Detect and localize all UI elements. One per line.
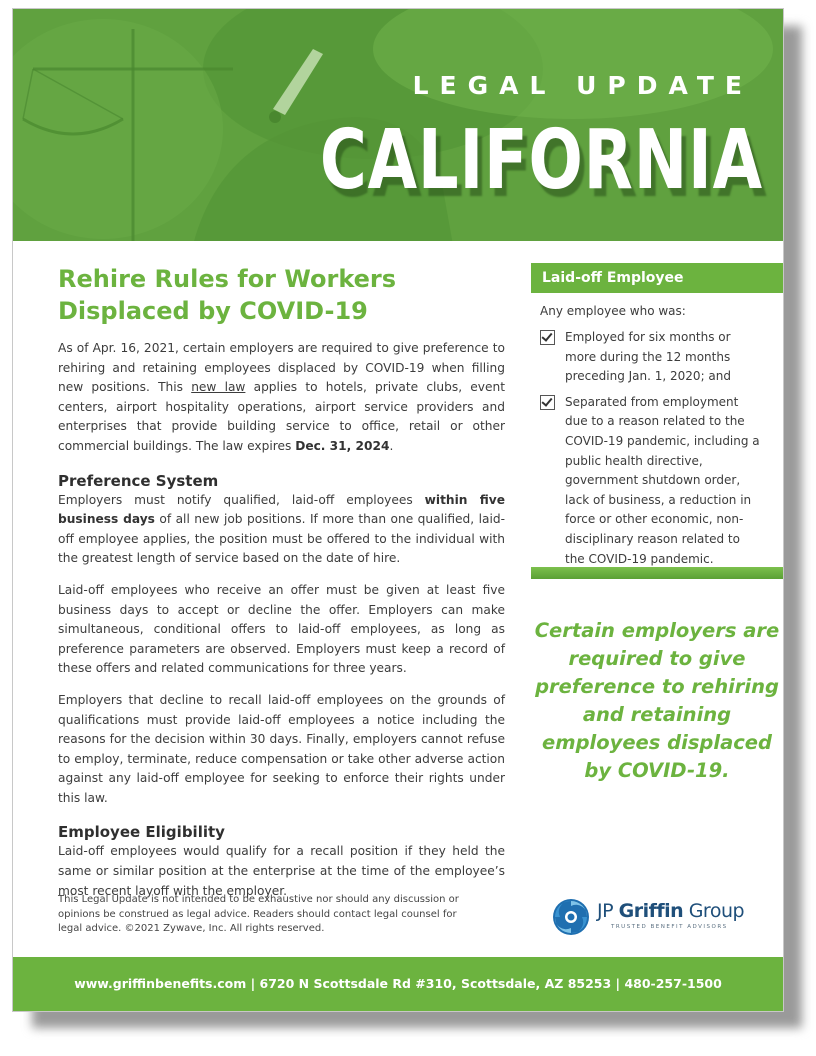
- article-title: Rehire Rules for Workers Displaced by COVID-19: [58, 265, 397, 325]
- logo-wordmark: JP Griffin Group: [597, 900, 745, 922]
- sidebar-list-item: [540, 328, 783, 387]
- header-divider: [13, 241, 783, 245]
- intro-paragraph: As of Apr. 16, 2021, certain employers are required to give preference to rehiring and retaining employees displaced by COVID-19 when filling new positions. This new law applies to hotels, private clubs, event centers, airport hospitality operations, airport service providers and enterprises that provide building service to office, retail or other commercial buildings. The law expires Dec. 31, 2024.: [58, 341, 506, 453]
- checkbox-icon: [540, 330, 555, 345]
- sidebar-heading: Laid-off Employee: [531, 263, 783, 293]
- header-state-title: CALIFORNIA: [320, 113, 763, 208]
- section-heading-preference: Preference System: [58, 471, 219, 490]
- eligibility-paragraph: Laid-off employees would qualify for a recall position if they held the same or similar position at the enterprise at the time of the employee’s most recent layoff with the employer.: [58, 844, 505, 898]
- swirl-logo-icon: [551, 897, 591, 937]
- sidebar-list-item: [540, 393, 783, 569]
- section-heading-eligibility: Employee Eligibility: [58, 823, 225, 842]
- preference-paragraph-2: Laid-off employees who receive an offer must be given at least five business days to accept or decline the offer. Employers can make simultaneous, conditional offers to laid-off employees, as long as preference parameters are observed. Employers must keep a record of these offers and related communications for three years.: [58, 582, 505, 676]
- main-column: [58, 263, 505, 913]
- preference-paragraph-3: Employers that decline to recall laid-off employees on the grounds of qualifications must provide laid-off employees a notice including the reasons for the decision within 30 days. Finally, employers cannot refuse to employ, terminate, reduce compensation or take other adverse action against any laid-off employee for seeking to enforce their rights under this law.: [58, 692, 505, 805]
- sidebar-item-text: Separated from employment due to a reason related to the COVID-19 pandemic, including a public health directive, government shutdown order, lack of business, a reduction in force or other economic, non-disciplinary reason related to the COVID-19 pandemic.: [565, 394, 760, 566]
- header-kicker: LEGAL UPDATE: [412, 71, 753, 100]
- sidebar-bottom-bar: [531, 567, 783, 579]
- contact-footer: www.griffinbenefits.com | 6720 N Scottsdale Rd #310, Scottsdale, AZ 85253 | 480-257-1500: [13, 957, 783, 1011]
- logo-tagline: TRUSTED BENEFIT ADVISORS: [611, 924, 728, 930]
- new-law-link[interactable]: new law: [191, 380, 246, 395]
- legal-disclaimer: This Legal Update is not intended to be exhaustive nor should any discussion or opinions be construed as legal advice. Readers should contact legal counsel for legal advice. ©2021 Zywave, Inc. All rights reserved.: [58, 894, 459, 934]
- company-logo: [551, 897, 751, 937]
- sidebar-box: [531, 263, 783, 575]
- sidebar-intro: Any employee who was:: [540, 304, 686, 318]
- preference-paragraph-1: Employers must notify qualified, laid-off employees within five business days of all new job positions. If more than one qualified, laid-off employee applies, the position must be offered to the individual with the greatest length of service based on the date of hire.: [58, 492, 505, 566]
- document-page: [12, 8, 784, 1012]
- sidebar-item-text: Employed for six months or more during the 12 months preceding Jan. 1, 2020; and: [565, 330, 732, 384]
- header-banner: [13, 9, 783, 245]
- checkbox-icon: [540, 395, 555, 410]
- pull-quote: Certain employers are required to give preference to rehiring and retaining employees displaced by COVID-19.: [534, 619, 780, 782]
